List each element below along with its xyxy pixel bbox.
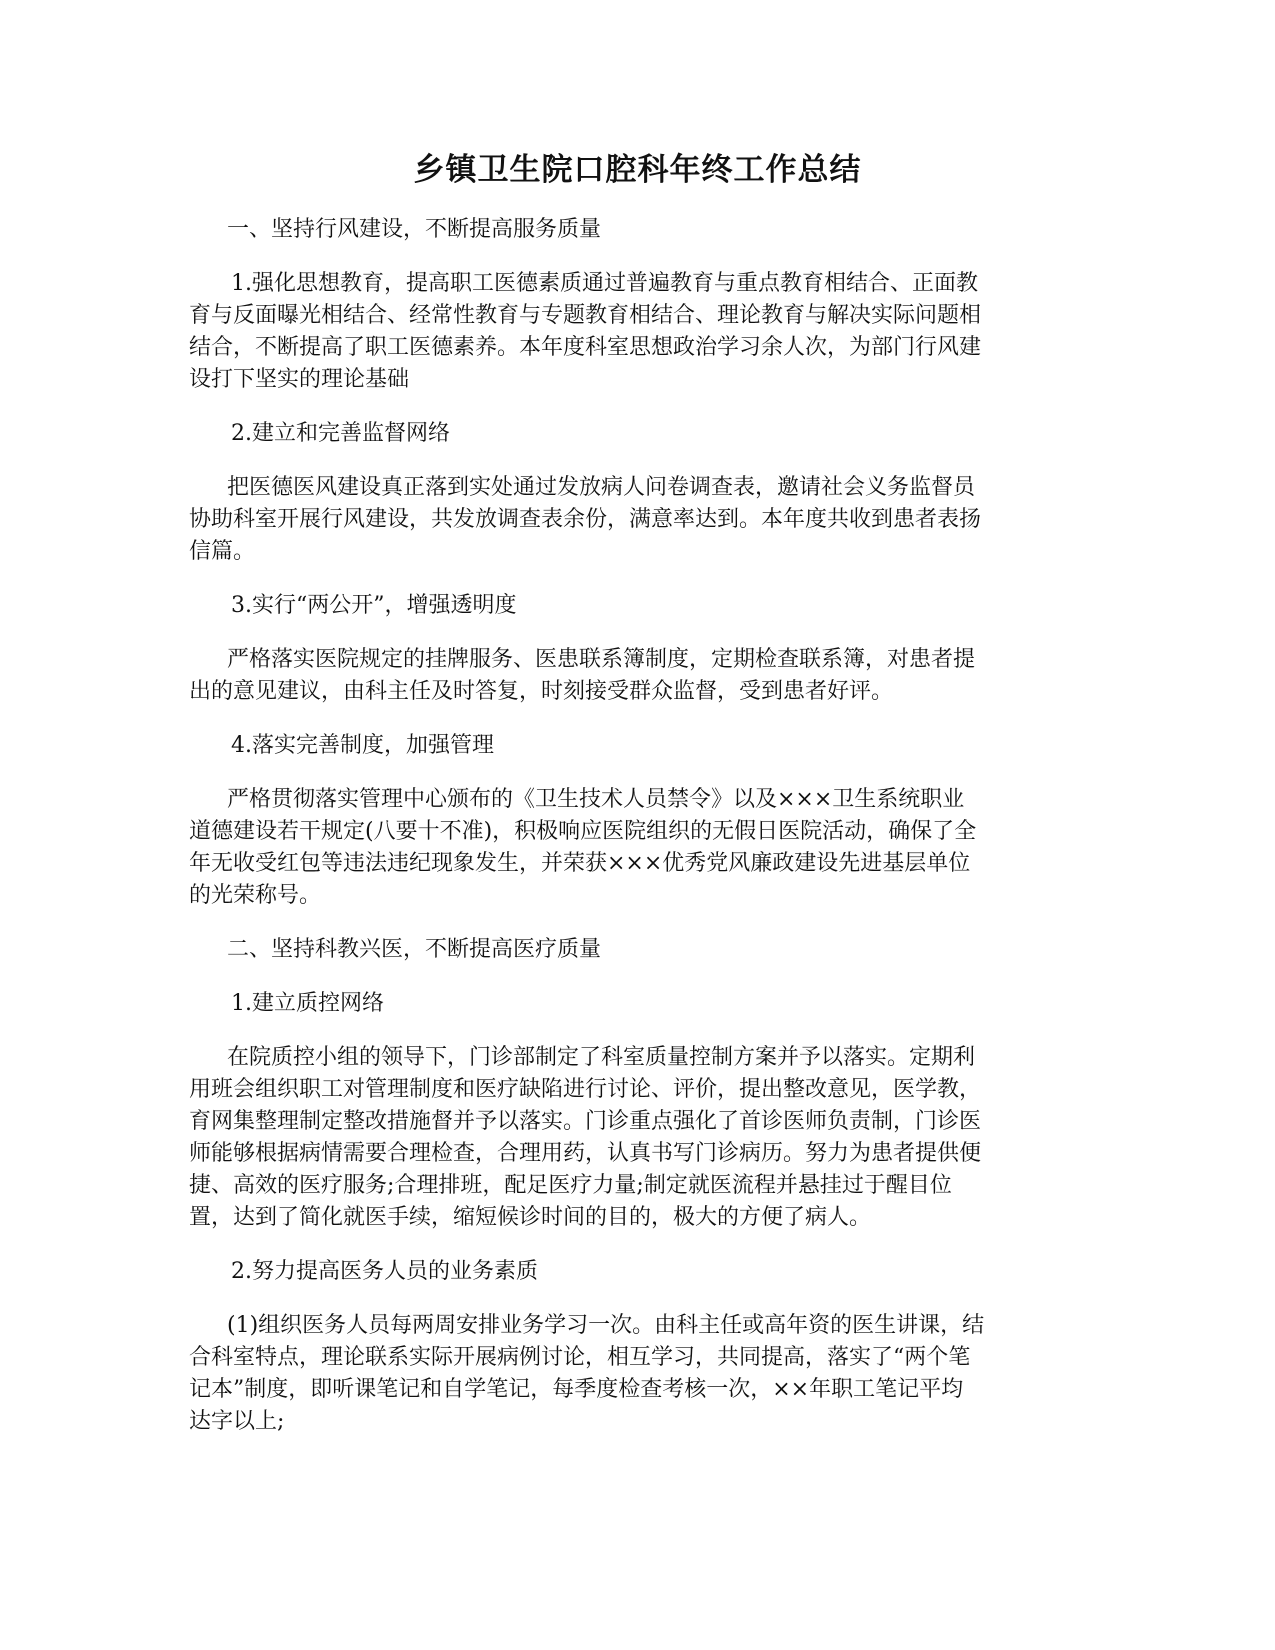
paragraph-line: 育网集整理制定整改措施督并予以落实。门诊重点强化了首诊医师负责制，门诊医 xyxy=(189,1109,982,1134)
section-heading: 二、坚持科教兴医，不断提高医疗质量 xyxy=(227,937,602,962)
paragraph-line: 达字以上; xyxy=(189,1409,285,1434)
paragraph-line: 道德建设若干规定(八要十不准)，积极响应医院组织的无假日医院活动，确保了全 xyxy=(189,819,977,844)
paragraph-line: 合科室特点，理论联系实际开展病例讨论，相互学习，共同提高，落实了“两个笔 xyxy=(189,1345,971,1370)
paragraph-line: 师能够根据病情需要合理检查，合理用药，认真书写门诊病历。努力为患者提供便 xyxy=(189,1141,982,1166)
paragraph-line: 结合，不断提高了职工医德素养。本年度科室思想政治学习余人次，为部门行风建 xyxy=(189,335,982,360)
paragraph-line: (1)组织医务人员每两周安排业务学习一次。由科主任或高年资的医生讲课，结 xyxy=(227,1313,985,1338)
subsection-heading: 2.努力提高医务人员的业务素质 xyxy=(231,1259,538,1284)
document-body xyxy=(189,214,1089,1438)
paragraph-line: 捷、高效的医疗服务;合理排班，配足医疗力量;制定就医流程并悬挂过于醒目位 xyxy=(189,1173,952,1198)
paragraph-line: 育与反面曝光相结合、经常性教育与专题教育相结合、理论教育与解决实际问题相 xyxy=(189,303,982,328)
paragraph-line: 在院质控小组的领导下，门诊部制定了科室质量控制方案并予以落实。定期利 xyxy=(227,1045,976,1070)
paragraph-line: 1.强化思想教育，提高职工医德素质通过普遍教育与重点教育相结合、正面教 xyxy=(231,271,978,296)
paragraph-line: 年无收受红包等违法违纪现象发生，并荣获×××优秀党风廉政建设先进基层单位 xyxy=(189,851,971,876)
paragraph-line: 设打下坚实的理论基础 xyxy=(189,367,410,392)
subsection-heading: 4.落实完善制度，加强管理 xyxy=(231,733,494,758)
paragraph-line: 记本”制度，即听课笔记和自学笔记，每季度检查考核一次，××年职工笔记平均 xyxy=(189,1377,964,1402)
paragraph-line: 把医德医风建设真正落到实处通过发放病人问卷调查表，邀请社会义务监督员 xyxy=(227,475,976,500)
document-title: 乡镇卫生院口腔科年终工作总结 xyxy=(413,152,862,188)
paragraph-line: 严格贯彻落实管理中心颁布的《卫生技术人员禁令》以及×××卫生系统职业 xyxy=(227,787,965,812)
paragraph-line: 协助科室开展行风建设，共发放调查表余份，满意率达到。本年度共收到患者表扬 xyxy=(189,507,982,532)
section-heading: 一、坚持行风建设，不断提高服务质量 xyxy=(227,217,602,242)
subsection-heading: 3.实行“两公开”，增强透明度 xyxy=(231,593,517,618)
subsection-heading: 2.建立和完善监督网络 xyxy=(231,421,450,446)
paragraph-line: 出的意见建议，由科主任及时答复，时刻接受群众监督，受到患者好评。 xyxy=(189,679,894,704)
paragraph-line: 置，达到了简化就医手续，缩短候诊时间的目的，极大的方便了病人。 xyxy=(189,1205,872,1230)
paragraph-line: 信篇。 xyxy=(189,539,256,564)
paragraph-line: 用班会组织职工对管理制度和医疗缺陷进行讨论、评价，提出整改意见，医学教， xyxy=(189,1077,982,1102)
paragraph-line: 的光荣称号。 xyxy=(189,883,322,908)
subsection-heading: 1.建立质控网络 xyxy=(231,991,384,1016)
paragraph-line: 严格落实医院规定的挂牌服务、医患联系簿制度，定期检查联系簿，对患者提 xyxy=(227,647,976,672)
